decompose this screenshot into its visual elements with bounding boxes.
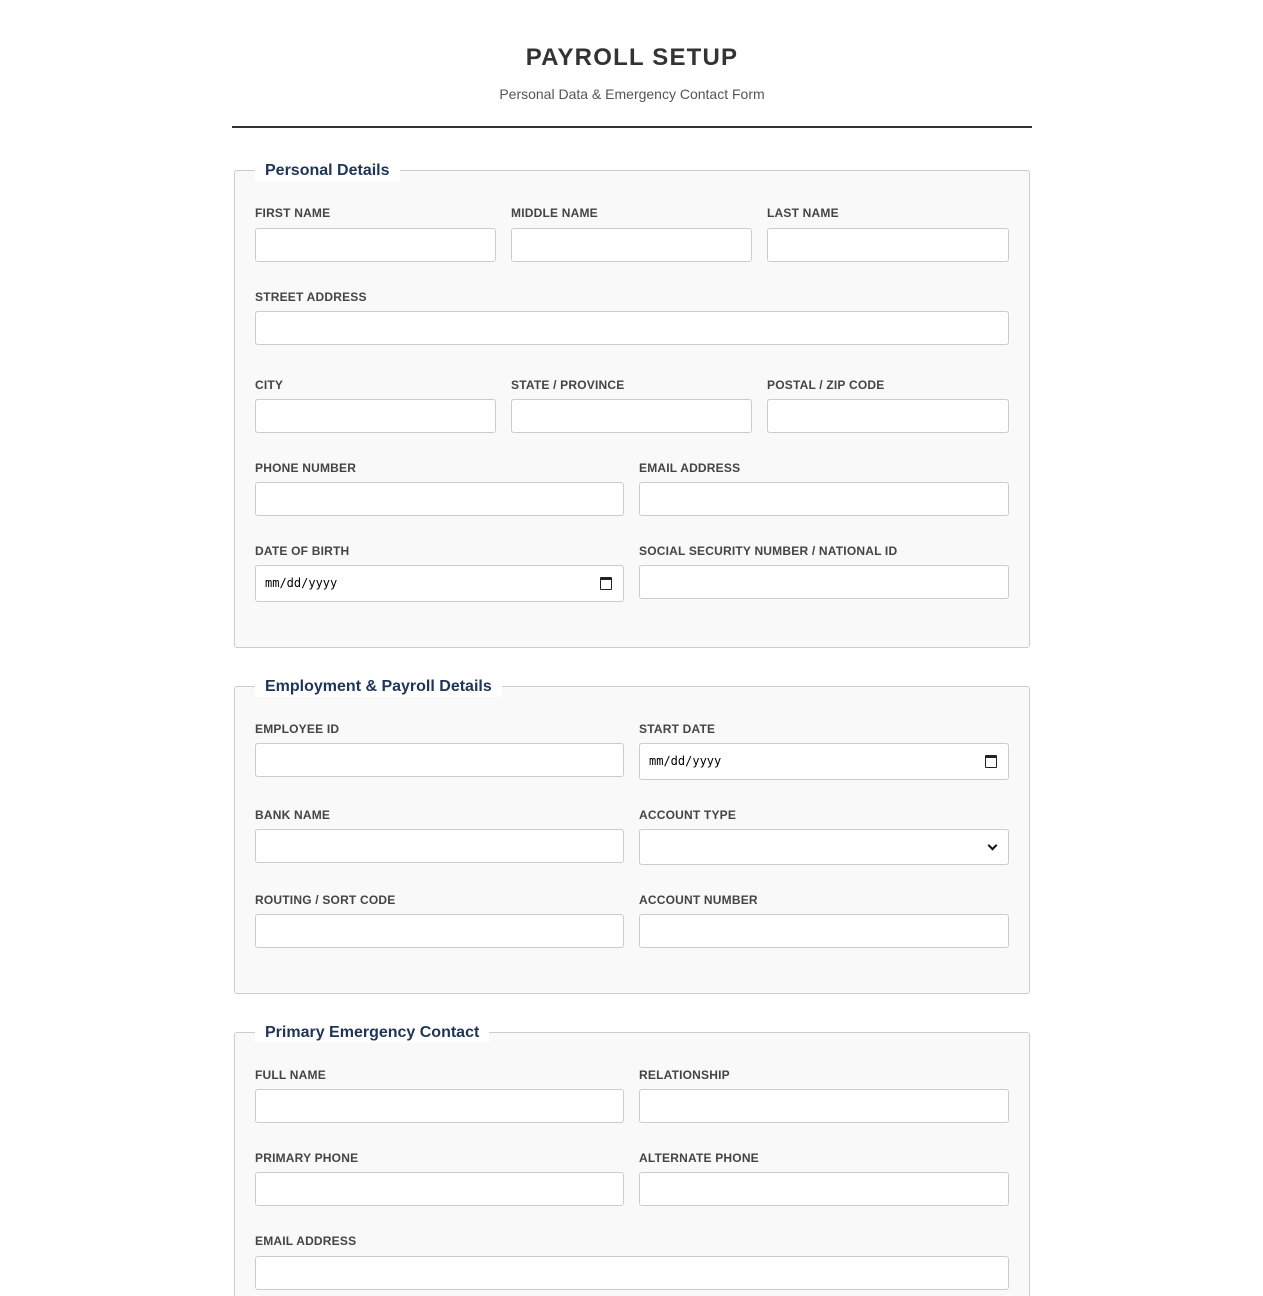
page-title: PAYROLL SETUP: [525, 44, 739, 71]
contact-email-input[interactable]: [255, 1256, 1009, 1290]
section-legend: Personal Details: [255, 161, 400, 181]
ssn-label: SOCIAL SECURITY NUMBER / NATIONAL ID: [639, 544, 898, 558]
middle-name-input[interactable]: [511, 228, 752, 262]
postal-code-input[interactable]: [767, 399, 1009, 433]
phone-number-input[interactable]: [255, 482, 624, 516]
account-type-select[interactable]: [639, 829, 1009, 865]
start-date-input[interactable]: [639, 743, 1009, 780]
last-name-label: LAST NAME: [767, 206, 839, 220]
date-of-birth-label: DATE OF BIRTH: [255, 544, 350, 558]
first-name-label: FIRST NAME: [255, 206, 331, 220]
section-legend: Employment & Payroll Details: [255, 677, 502, 697]
emergency-contact-section: [234, 1024, 1030, 1296]
employee-id-label: EMPLOYEE ID: [255, 722, 340, 736]
section-legend: Primary Emergency Contact: [255, 1023, 489, 1043]
city-label: CITY: [255, 378, 284, 392]
ssn-input[interactable]: [639, 565, 1009, 599]
personal-details-section: [234, 162, 1030, 648]
state-label: STATE / PROVINCE: [511, 378, 625, 392]
relationship-input[interactable]: [639, 1089, 1009, 1123]
page-subtitle: Personal Data & Emergency Contact Form: [499, 86, 765, 102]
middle-name-label: MIDDLE NAME: [511, 206, 598, 220]
postal-code-label: POSTAL / ZIP CODE: [767, 378, 885, 392]
email-address-label: EMAIL ADDRESS: [639, 461, 741, 475]
chevron-down-icon: [988, 841, 998, 851]
form-header: [232, 0, 1032, 128]
primary-phone-input[interactable]: [255, 1172, 624, 1206]
relationship-label: RELATIONSHIP: [639, 1068, 730, 1082]
routing-code-input[interactable]: [255, 914, 624, 948]
city-input[interactable]: [255, 399, 496, 433]
account-type-label: ACCOUNT TYPE: [639, 808, 737, 822]
street-address-input[interactable]: [255, 311, 1009, 345]
calendar-icon[interactable]: [600, 577, 612, 590]
date-placeholder: mm/dd/yyyy: [265, 576, 338, 590]
bank-name-input[interactable]: [255, 829, 624, 863]
bank-name-label: BANK NAME: [255, 808, 331, 822]
calendar-icon[interactable]: [985, 755, 997, 768]
routing-code-label: ROUTING / SORT CODE: [255, 893, 396, 907]
state-input[interactable]: [511, 399, 752, 433]
employee-id-input[interactable]: [255, 743, 624, 777]
full-name-input[interactable]: [255, 1089, 624, 1123]
contact-email-label: EMAIL ADDRESS: [255, 1234, 357, 1248]
date-placeholder: mm/dd/yyyy: [649, 754, 722, 768]
primary-phone-label: PRIMARY PHONE: [255, 1151, 359, 1165]
full-name-label: FULL NAME: [255, 1068, 326, 1082]
phone-number-label: PHONE NUMBER: [255, 461, 357, 475]
account-number-input[interactable]: [639, 914, 1009, 948]
email-address-input[interactable]: [639, 482, 1009, 516]
last-name-input[interactable]: [767, 228, 1009, 262]
alternate-phone-label: ALTERNATE PHONE: [639, 1151, 759, 1165]
street-address-label: STREET ADDRESS: [255, 290, 367, 304]
date-of-birth-input[interactable]: [255, 565, 624, 602]
alternate-phone-input[interactable]: [639, 1172, 1009, 1206]
employment-payroll-section: [234, 678, 1030, 994]
start-date-label: START DATE: [639, 722, 716, 736]
first-name-input[interactable]: [255, 228, 496, 262]
account-number-label: ACCOUNT NUMBER: [639, 893, 758, 907]
